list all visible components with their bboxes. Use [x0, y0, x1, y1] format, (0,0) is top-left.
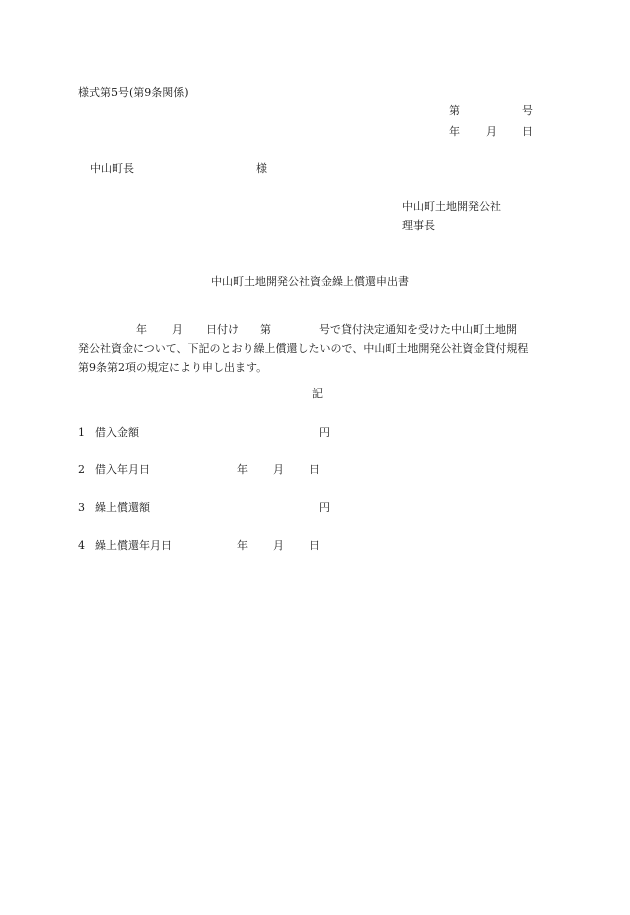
addressee-honorific: 様: [256, 162, 267, 175]
body-paragraph: [78, 320, 558, 377]
addressee-name: 中山町長: [90, 162, 134, 175]
sender-org: 中山町土地開発公社: [402, 200, 501, 213]
body-month: 月: [172, 323, 183, 336]
ki-marker: 記: [312, 387, 323, 400]
body-line-1: [78, 320, 558, 339]
item-4-day: 日: [309, 539, 320, 552]
doc-date-year: 年: [449, 125, 460, 138]
item-4-number: 4: [78, 539, 85, 552]
item-2-day: 日: [309, 463, 320, 476]
body-no-prefix: 第: [260, 323, 271, 336]
body-line-2: 発公社資金について、下記のとおり繰上償還したいので、中山町土地開発公社資金貸付規程: [78, 342, 529, 355]
doc-date-month: 月: [486, 125, 497, 138]
doc-number-prefix: 第: [449, 104, 460, 117]
item-3-number: 3: [78, 501, 85, 514]
doc-number-suffix: 号: [522, 104, 533, 117]
item-2-number: 2: [78, 463, 85, 476]
item-4-label: 繰上償還年月日: [95, 539, 172, 552]
form-number: 様式第5号(第9条関係): [78, 86, 189, 99]
item-2-year: 年: [237, 463, 248, 476]
item-3-label: 繰上償還額: [95, 501, 150, 514]
body-line-1-rest: 号で貸付決定通知を受けた中山町土地開: [319, 323, 517, 336]
body-line-3: 第9条第2項の規定により申し出ます。: [78, 361, 268, 374]
item-4-year: 年: [237, 539, 248, 552]
body-year: 年: [136, 323, 147, 336]
item-3-unit: 円: [319, 501, 330, 514]
item-1-unit: 円: [319, 426, 330, 439]
item-1-label: 借入金額: [95, 426, 139, 439]
item-2-label: 借入年月日: [95, 463, 150, 476]
document-title: 中山町土地開発公社資金繰上償還申出書: [211, 275, 409, 288]
item-1-number: 1: [78, 426, 85, 439]
sender-title: 理事長: [402, 219, 435, 232]
item-4-month: 月: [273, 539, 284, 552]
doc-date-day: 日: [522, 125, 533, 138]
item-2-month: 月: [273, 463, 284, 476]
body-day-dated: 日付け: [206, 323, 239, 336]
